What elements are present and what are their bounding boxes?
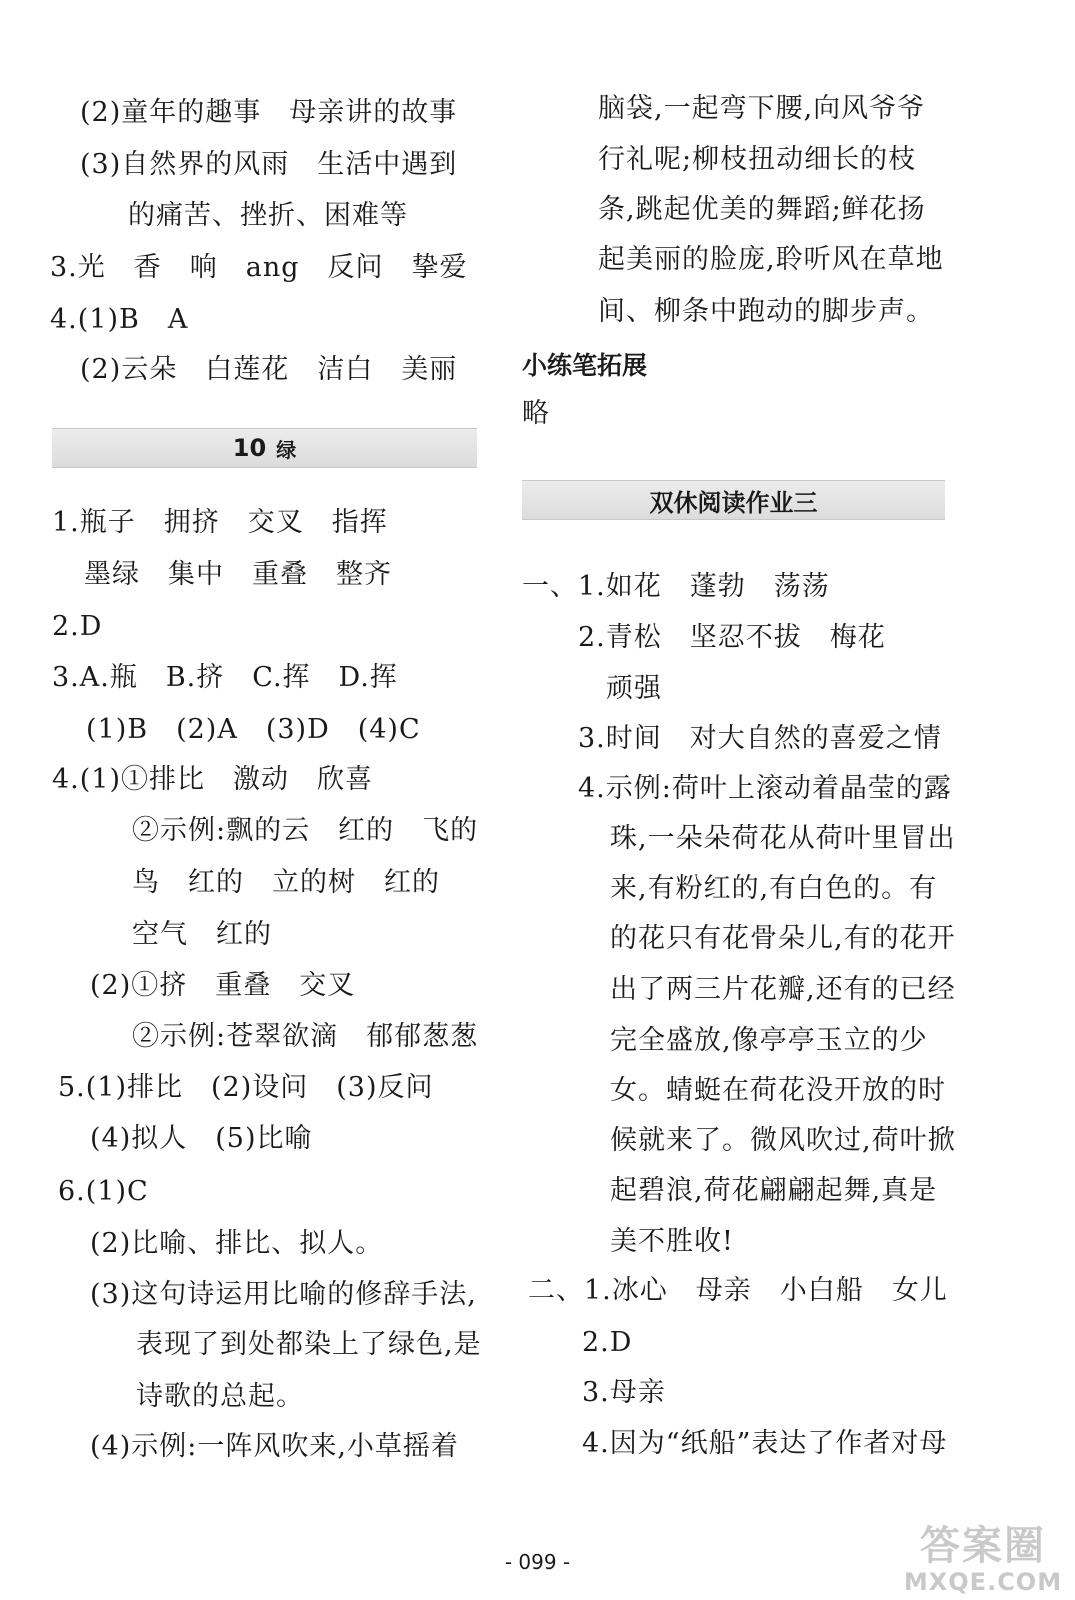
answer-line: 美不胜收! (610, 1226, 734, 1257)
section-title: 双休阅读作业三 (649, 488, 818, 517)
answer-line: 1.瓶子 拥挤 交叉 指挥 (52, 507, 388, 538)
answer-line: (4)拟人 (5)比喻 (90, 1123, 313, 1154)
answer-line: ②示例:苍翠欲滴 郁郁葱葱 (132, 1021, 479, 1052)
answer-line: 鸟 红的 立的树 红的 (132, 867, 440, 898)
answer-line: 候就来了。微风吹过,荷叶掀 (610, 1125, 956, 1156)
answer-line: 的花只有花骨朵儿,有的花开 (610, 923, 956, 954)
answer-line: 空气 红的 (132, 919, 272, 950)
answer-line: 出了两三片花瓣,还有的已经 (610, 974, 956, 1005)
answer-line: 表现了到处都染上了绿色,是 (136, 1329, 482, 1360)
answer-line: 2.D (52, 611, 103, 642)
section-title: 绿 (276, 437, 297, 462)
section-number: 10 (232, 434, 267, 462)
watermark-logo (899, 1524, 1067, 1596)
page-number: - 099 - (504, 1550, 571, 1574)
answer-line: 的痛苦、挫折、困难等 (128, 200, 408, 231)
answer-line: (4)示例:一阵风吹来,小草摇着 (90, 1431, 459, 1462)
answer-line: 墨绿 集中 重叠 整齐 (84, 559, 392, 590)
answer-line: 2.青松 坚忍不拔 梅花 (578, 622, 886, 653)
answer-line: (2)云朵 白莲花 洁白 美丽 (80, 354, 458, 385)
answer-line: 5.(1)排比 (2)设问 (3)反问 (58, 1072, 434, 1103)
answer-line: 珠,一朵朵荷花从荷叶里冒出 (610, 823, 956, 854)
answer-line: 起碧浪,荷花翩翩起舞,真是 (610, 1175, 938, 1206)
answer-line: (2)童年的趣事 母亲讲的故事 (80, 97, 458, 128)
answer-line: 完全盛放,像亭亭玉立的少 (610, 1025, 928, 1056)
section-header-weekend (522, 480, 945, 520)
answer-line: ②示例:飘的云 红的 飞的 (132, 815, 479, 846)
watermark-url: MXQE.COM (903, 1568, 1063, 1596)
answer-line: 6.(1)C (58, 1176, 149, 1207)
subheading-answer: 略 (522, 398, 550, 429)
answer-line: 女。蜻蜓在荷花没开放的时 (610, 1075, 946, 1106)
answer-line: 4.(1)B A (50, 304, 189, 335)
answer-line: (3)这句诗运用比喻的修辞手法, (90, 1279, 477, 1310)
answer-line: (2)①挤 重叠 交叉 (90, 970, 356, 1001)
answer-line: 起美丽的脸庞,聆听风在草地 (598, 244, 944, 275)
answer-line: (3)自然界的风雨 生活中遇到 (80, 149, 458, 180)
answer-line: 来,有粉红的,有白色的。有 (610, 873, 938, 904)
answer-line: 2.D (582, 1327, 633, 1358)
answer-line: (2)比喻、排比、拟人。 (90, 1228, 384, 1259)
answer-line: 3.光 香 响 ang 反问 挚爱 (50, 252, 468, 283)
answer-line: 条,跳起优美的舞蹈;鲜花扬 (598, 194, 926, 225)
answer-line: 4.(1)①排比 激动 欣喜 (52, 764, 374, 795)
answer-line: 3.母亲 (582, 1377, 666, 1408)
answer-line: 3.A.瓶 B.挤 C.挥 D.挥 (52, 662, 398, 693)
answer-line: 顽强 (606, 673, 662, 704)
section-header-10 (52, 428, 477, 468)
answer-line: 行礼呢;柳枝扭动细长的枝 (598, 144, 917, 175)
answer-line: 一、1.如花 蓬勃 荡荡 (522, 571, 830, 602)
answer-line: 3.时间 对大自然的喜爱之情 (578, 723, 942, 754)
watermark-logo-text: 答案圈 (920, 1523, 1046, 1569)
subheading: 小练笔拓展 (522, 351, 648, 380)
answer-line: 诗歌的总起。 (136, 1381, 304, 1412)
answer-line: 脑袋,一起弯下腰,向风爷爷 (598, 93, 926, 124)
answer-line: 间、柳条中跑动的脚步声。 (598, 296, 934, 327)
answer-line: 4.因为“纸船”表达了作者对母 (582, 1428, 948, 1459)
answer-line: 4.示例:荷叶上滚动着晶莹的露 (578, 773, 952, 804)
answer-line: (1)B (2)A (3)D (4)C (86, 714, 421, 745)
answer-line: 二、1.冰心 母亲 小白船 女儿 (528, 1275, 948, 1306)
